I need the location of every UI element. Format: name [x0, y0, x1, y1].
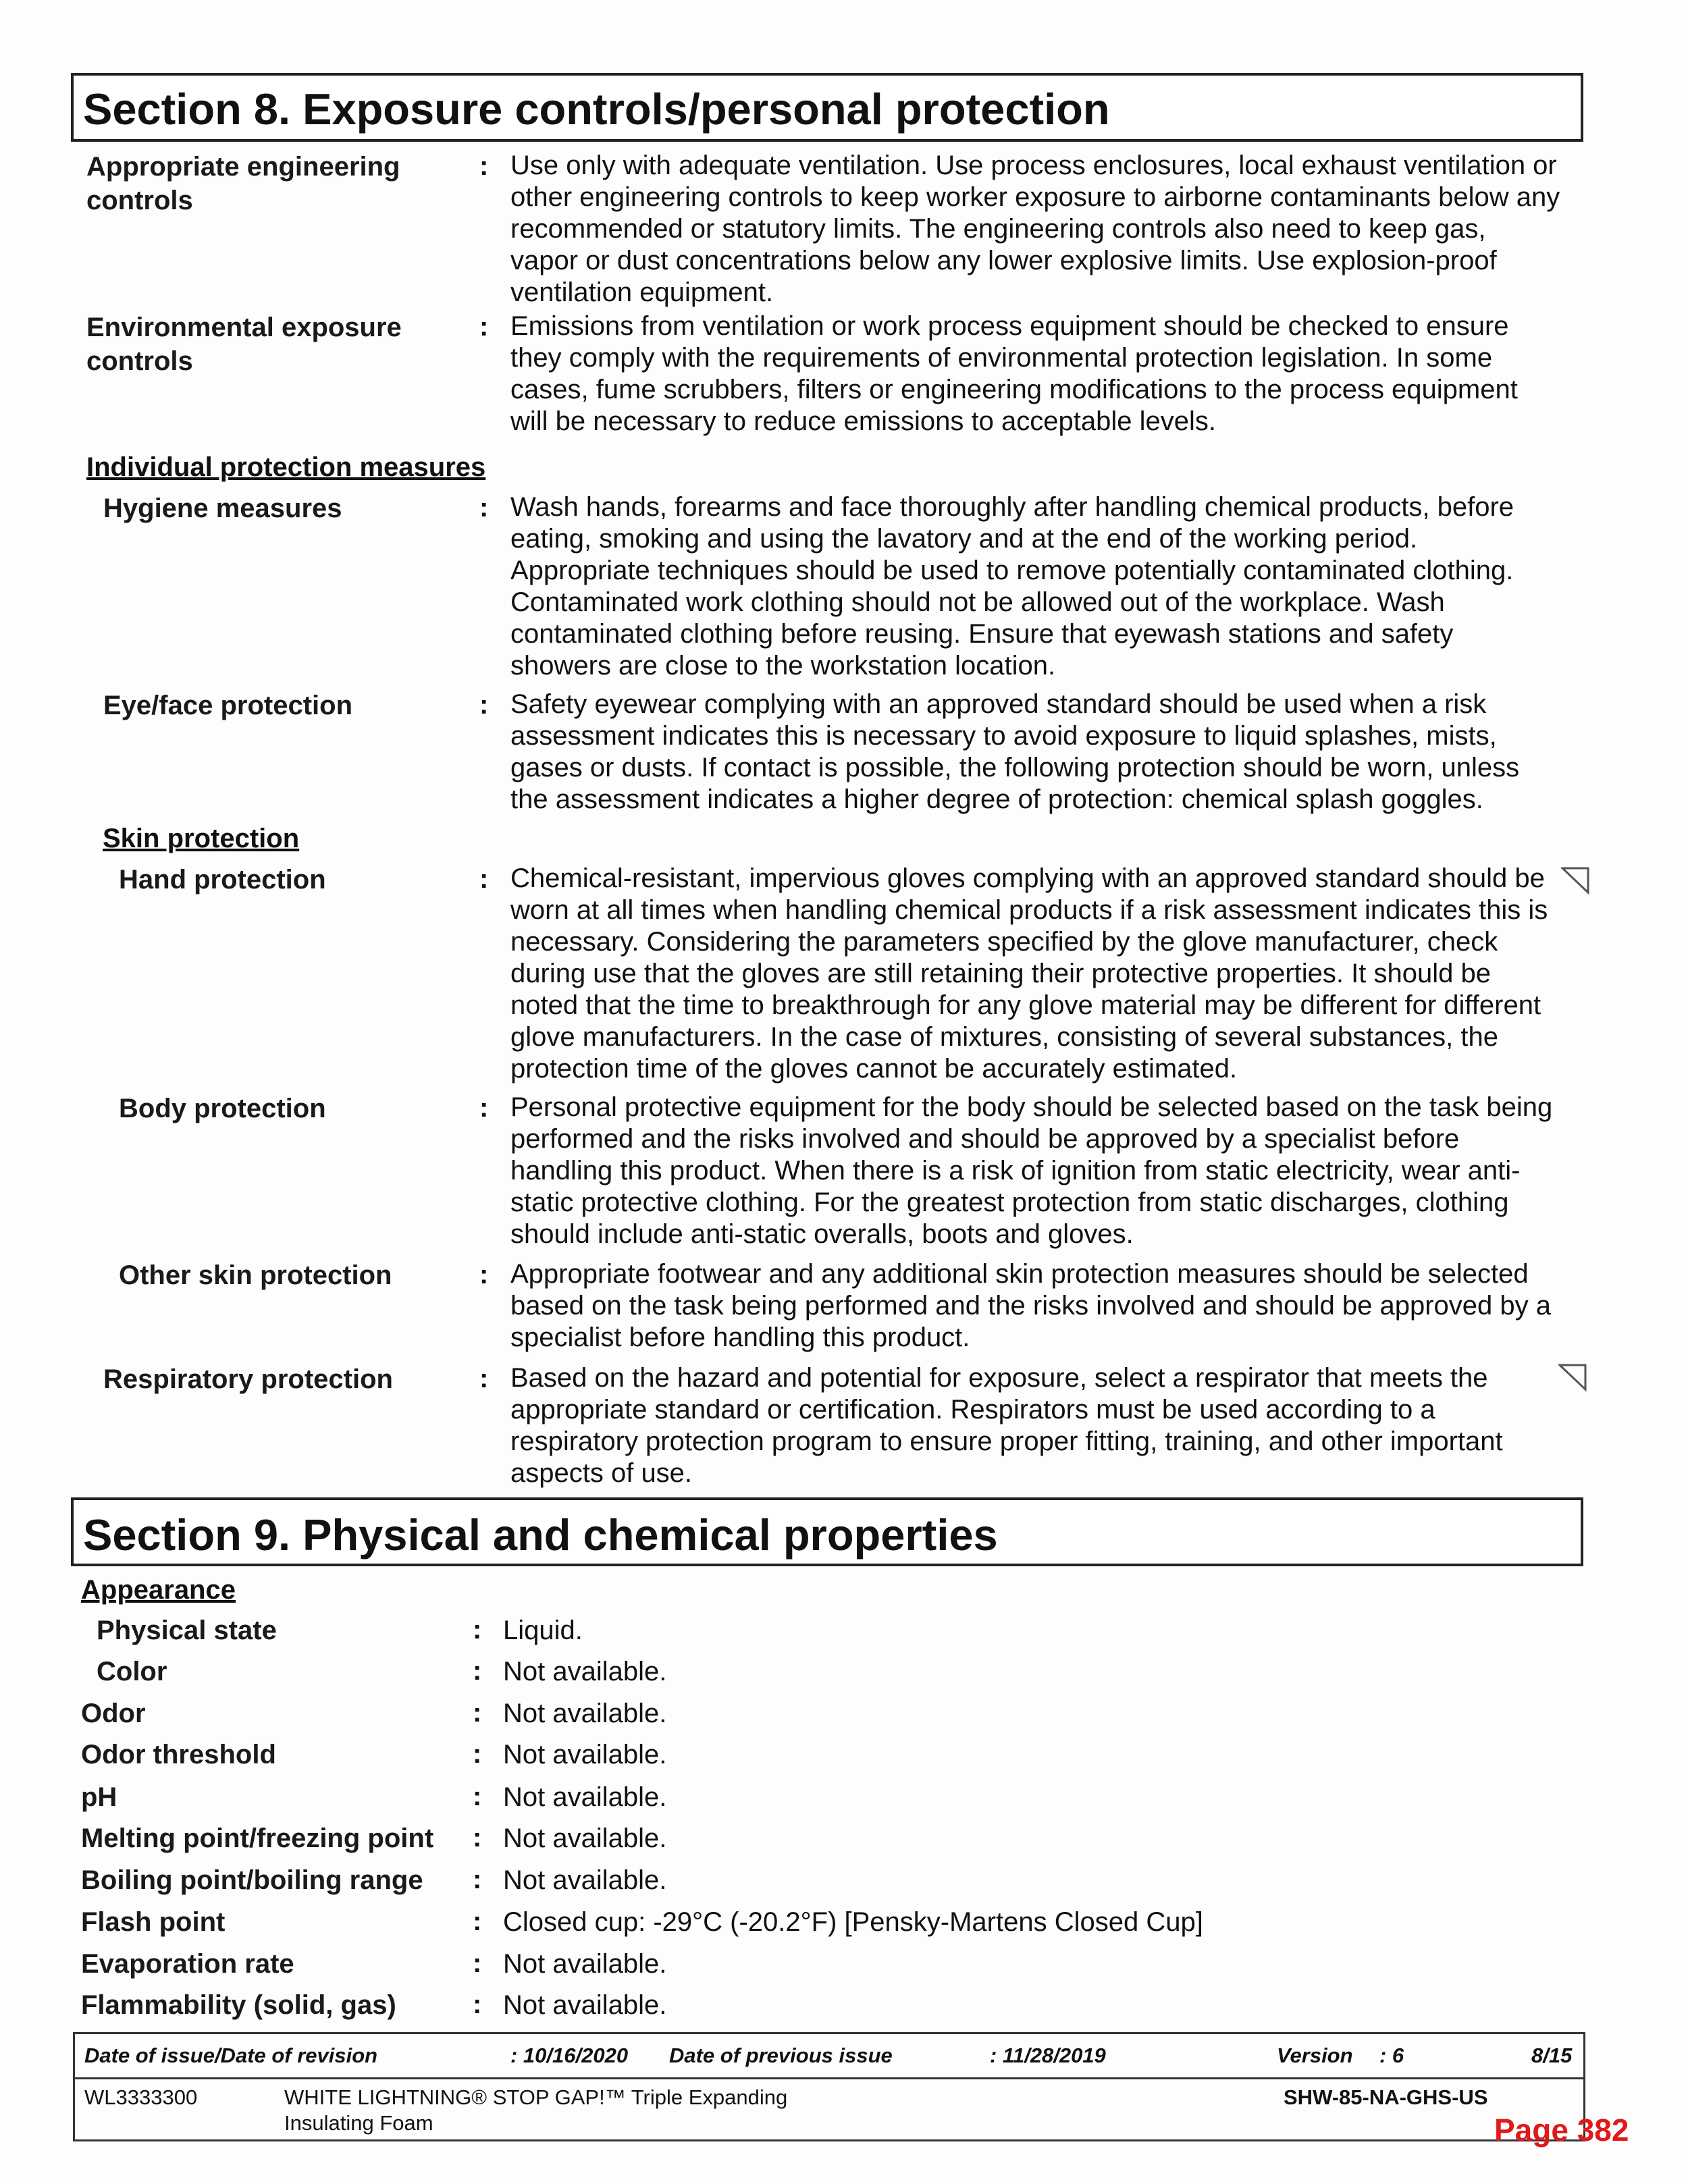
label-line: Appropriate engineering	[86, 152, 400, 182]
text-line: during use that the gloves are still retaining their protective properties. It should be	[510, 959, 1491, 988]
colon: :	[479, 1093, 489, 1123]
text-line: appropriate standard or certification. Respirators must be used according to a	[510, 1395, 1435, 1424]
body-protection-label: Body protection	[119, 1094, 326, 1123]
text-line: Contaminated work clothing should not be allowed out of the workplace. Wash	[510, 587, 1445, 617]
hand-protection-label: Hand protection	[119, 865, 326, 895]
respiratory-protection-label: Respiratory protection	[103, 1364, 393, 1394]
eye-face-protection-label: Eye/face protection	[103, 691, 353, 720]
document-code: SHW-85-NA-GHS-US	[1284, 2085, 1488, 2109]
version-label: Version	[1277, 2044, 1353, 2067]
property-label: Flash point	[81, 1907, 226, 1937]
product-name-line1: WHITE LIGHTNING® STOP GAP!™ Triple Expanding	[284, 2085, 788, 2109]
page-of-total: 8/15	[1531, 2044, 1573, 2067]
property-label: Color	[97, 1657, 167, 1686]
colon: :	[479, 1260, 489, 1289]
text-line: should include anti-static overalls, boots and gloves.	[510, 1219, 1134, 1249]
text-line: will be necessary to reduce emissions to acceptable levels.	[510, 406, 1216, 436]
previous-issue-value: : 11/28/2019	[990, 2044, 1106, 2067]
comment-marker-icon[interactable]	[1561, 865, 1591, 895]
text-line: necessary. Considering the parameters specified by the glove manufacturer, check	[510, 927, 1498, 957]
previous-issue-label: Date of previous issue	[669, 2044, 893, 2067]
engineering-controls-label	[86, 150, 400, 217]
body-protection-text	[510, 1092, 1584, 1250]
property-label: Evaporation rate	[81, 1949, 294, 1979]
text-line: Use only with adequate ventilation. Use process enclosures, local exhaust ventilation or	[510, 151, 1557, 180]
property-label: Physical state	[97, 1616, 277, 1645]
property-label: Odor	[81, 1699, 146, 1728]
other-skin-protection-label: Other skin protection	[119, 1260, 392, 1290]
colon: :	[473, 1948, 482, 1978]
page-stamp: Page 382	[1494, 2112, 1629, 2148]
environmental-controls-text	[510, 311, 1584, 437]
colon: :	[479, 151, 489, 181]
property-label: pH	[81, 1782, 117, 1812]
environmental-controls-label	[86, 311, 402, 378]
text-line: performed and the risks involved and should be approved by a specialist before	[510, 1124, 1460, 1154]
property-label: Melting point/freezing point	[81, 1823, 434, 1853]
colon: :	[473, 1782, 482, 1811]
document-footer	[73, 2032, 1585, 2141]
appearance-heading: Appearance	[81, 1575, 236, 1605]
property-value: Not available.	[503, 1699, 667, 1728]
text-line: eating, smoking and using the lavatory and at the end of the working period.	[510, 524, 1418, 554]
text-line: Appropriate footwear and any additional skin protection measures should be selected	[510, 1259, 1529, 1289]
text-line: based on the task being performed and the risks involved and should be approved by a	[510, 1291, 1552, 1321]
footer-divider	[75, 2077, 1583, 2079]
version-value: : 6	[1379, 2044, 1404, 2067]
text-line: Appropriate techniques should be used to remove potentially contaminated clothing.	[510, 556, 1514, 585]
colon: :	[479, 1364, 489, 1393]
colon: :	[473, 1698, 482, 1728]
text-line: protection time of the gloves cannot be accurately estimated.	[510, 1054, 1238, 1084]
text-line: they comply with the requirements of environmental protection legislation. In some	[510, 343, 1493, 373]
label-line: Environmental exposure	[86, 313, 402, 342]
text-line: worn at all times when handling chemical products if a risk assessment indicates this is	[510, 895, 1548, 925]
property-label: Flammability (solid, gas)	[81, 1990, 396, 2020]
text-line: Chemical-resistant, impervious gloves complying with an approved standard should be	[510, 863, 1545, 893]
property-value: Not available.	[503, 1740, 667, 1769]
hygiene-measures-text	[510, 491, 1584, 682]
text-line: gases or dusts. If contact is possible, the following protection should be worn, unless	[510, 753, 1520, 782]
colon: :	[473, 1739, 482, 1769]
text-line: vapor or dust concentrations below any lower explosive limits. Use explosion-proof	[510, 246, 1497, 275]
other-skin-protection-text	[510, 1258, 1584, 1354]
colon: :	[479, 312, 489, 342]
text-line: assessment indicates this is necessary to avoid exposure to liquid splashes, mists,	[510, 721, 1497, 751]
colon: :	[473, 1615, 482, 1645]
text-line: Based on the hazard and potential for exposure, select a respirator that meets the	[510, 1363, 1488, 1393]
text-line: specialist before handling this product.	[510, 1323, 970, 1352]
colon: :	[473, 1865, 482, 1894]
property-label: Boiling point/boiling range	[81, 1865, 423, 1895]
property-value: Not available.	[503, 1657, 667, 1686]
eye-face-protection-text	[510, 689, 1584, 816]
text-line: respiratory protection program to ensure proper fitting, training, and other important	[510, 1427, 1503, 1456]
property-value: Liquid.	[503, 1616, 583, 1645]
property-value: Not available.	[503, 1823, 667, 1853]
property-value: Not available.	[503, 1949, 667, 1979]
text-line: other engineering controls to keep worker exposure to airborne contaminants below any	[510, 182, 1560, 212]
colon: :	[473, 1656, 482, 1686]
label-line: controls	[86, 186, 193, 215]
text-line: handling this product. When there is a risk of ignition from static electricity, wear anti-	[510, 1156, 1521, 1186]
text-line: cases, fume scrubbers, filters or engineering modifications to the process equipment	[510, 375, 1518, 404]
text-line: glove manufacturers. In the case of mixtures, consisting of several substances, the	[510, 1022, 1498, 1052]
text-line: Wash hands, forearms and face thoroughly after handling chemical products, before	[510, 492, 1514, 522]
text-line: recommended or statutory limits. The engineering controls also need to keep gas,	[510, 214, 1486, 244]
colon: :	[479, 690, 489, 720]
skin-protection-heading: Skin protection	[103, 824, 300, 853]
property-value: Not available.	[503, 1865, 667, 1895]
text-line: Emissions from ventilation or work process equipment should be checked to ensure	[510, 311, 1509, 341]
engineering-controls-text	[510, 150, 1584, 309]
product-code: WL3333300	[84, 2085, 198, 2109]
section-8-title: Section 8. Exposure controls/personal protection	[71, 73, 1583, 142]
text-line: aspects of use.	[510, 1458, 693, 1488]
text-line: noted that the time to breakthrough for any glove material may be different for different	[510, 990, 1541, 1020]
property-value: Closed cup: -29°C (-20.2°F) [Pensky-Martens Closed Cup]	[503, 1907, 1203, 1937]
section-9-title: Section 9. Physical and chemical properties	[71, 1497, 1583, 1566]
text-line: static protective clothing. For the greatest protection from static discharges, clothing	[510, 1188, 1509, 1217]
colon: :	[473, 1823, 482, 1853]
respiratory-protection-text	[510, 1362, 1584, 1489]
text-line: Personal protective equipment for the body should be selected based on the task being	[510, 1092, 1553, 1122]
comment-marker-icon[interactable]	[1558, 1362, 1588, 1392]
property-value: Not available.	[503, 1782, 667, 1812]
hand-protection-text	[510, 863, 1584, 1085]
text-line: showers are close to the workstation location.	[510, 651, 1056, 681]
text-line: Safety eyewear complying with an approved standard should be used when a risk	[510, 689, 1487, 719]
label-line: controls	[86, 346, 193, 376]
colon: :	[473, 1990, 482, 2019]
issue-date-label: Date of issue/Date of revision	[84, 2044, 378, 2067]
text-line: the assessment indicates a higher degree of protection: chemical splash goggles.	[510, 784, 1483, 814]
colon: :	[473, 1907, 482, 1936]
text-line: contaminated clothing before reusing. Ensure that eyewash stations and safety	[510, 619, 1454, 649]
text-line: ventilation equipment.	[510, 277, 774, 307]
product-name-line2: Insulating Foam	[284, 2111, 433, 2135]
property-label: Odor threshold	[81, 1740, 276, 1769]
property-value: Not available.	[503, 1990, 667, 2020]
hygiene-measures-label: Hygiene measures	[103, 494, 342, 523]
colon: :	[479, 864, 489, 894]
issue-date-value: : 10/16/2020	[510, 2044, 629, 2067]
individual-protection-heading: Individual protection measures	[86, 452, 486, 482]
colon: :	[479, 493, 489, 523]
